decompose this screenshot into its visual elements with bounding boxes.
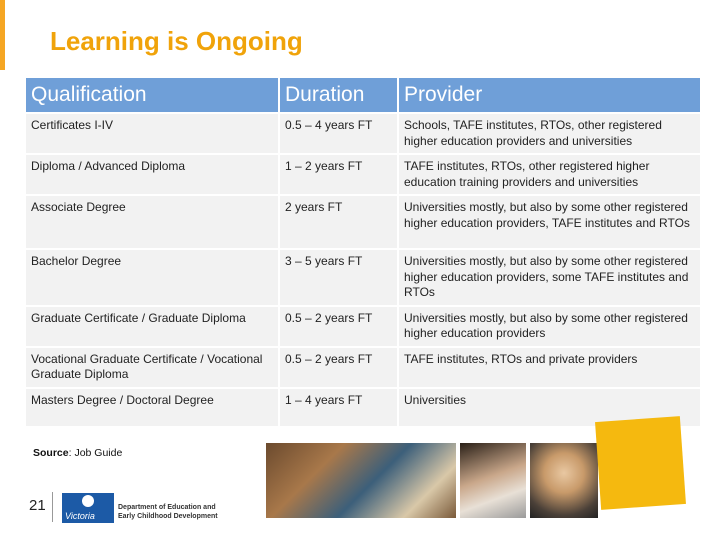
provider-cell: Universities mostly, but also by some other registered higher education providers xyxy=(399,307,700,346)
footer-divider xyxy=(52,492,53,522)
student-smiling-photo xyxy=(530,443,598,518)
qualification-cell: Graduate Certificate / Graduate Diploma xyxy=(26,307,278,346)
table-row xyxy=(26,250,700,305)
page-title: Learning is Ongoing xyxy=(50,26,303,56)
duration-cell: 1 – 2 years FT xyxy=(280,155,397,194)
duration-cell: 0.5 – 4 years FT xyxy=(280,114,397,153)
column-header-duration: Duration xyxy=(280,78,397,112)
provider-cell: TAFE institutes, RTOs and private providers xyxy=(399,348,700,387)
provider-cell: Universities mostly, but also by some other registered higher education providers, some TAFE institutes and RTOs xyxy=(399,250,700,305)
table-row xyxy=(26,389,700,426)
duration-cell: 3 – 5 years FT xyxy=(280,250,397,305)
victoria-emblem-icon xyxy=(82,495,94,507)
students-classroom-photo xyxy=(266,443,456,518)
qualification-cell: Masters Degree / Doctoral Degree xyxy=(26,389,278,426)
duration-cell: 1 – 4 years FT xyxy=(280,389,397,426)
source-text: : Job Guide xyxy=(68,447,123,459)
provider-cell: TAFE institutes, RTOs, other registered higher education training providers and universities xyxy=(399,155,700,194)
qualification-cell: Vocational Graduate Certificate / Vocational Graduate Diploma xyxy=(26,348,278,387)
column-header-qualification: Qualification xyxy=(26,78,278,112)
table-row xyxy=(26,114,700,153)
duration-cell: 2 years FT xyxy=(280,196,397,248)
victoria-logo xyxy=(62,493,114,523)
source-label: Source xyxy=(33,447,69,459)
department-name: Department of Education and Early Childhood Development xyxy=(118,504,218,520)
provider-cell: Universities mostly, but also by some other registered higher education providers, TAFE institutes and RTOs xyxy=(399,196,700,248)
qualification-cell: Bachelor Degree xyxy=(26,250,278,305)
table-row xyxy=(26,196,700,248)
table-row xyxy=(26,155,700,194)
qualifications-table xyxy=(24,76,702,428)
qualification-cell: Diploma / Advanced Diploma xyxy=(26,155,278,194)
table-header-row xyxy=(26,78,700,112)
source-note xyxy=(33,447,122,459)
page-number: 21 xyxy=(29,497,46,514)
provider-cell: Schools, TAFE institutes, RTOs, other registered higher education providers and universities xyxy=(399,114,700,153)
duration-cell: 0.5 – 2 years FT xyxy=(280,307,397,346)
photo-strip xyxy=(266,443,598,518)
qualification-cell: Certificates I-IV xyxy=(26,114,278,153)
student-laptop-photo xyxy=(460,443,526,518)
provider-cell: Universities xyxy=(399,389,700,426)
duration-cell: 0.5 – 2 years FT xyxy=(280,348,397,387)
decorative-orange-tile xyxy=(595,416,686,510)
table-row xyxy=(26,307,700,346)
table-row xyxy=(26,348,700,387)
corner-accent-bar xyxy=(0,0,5,70)
qualification-cell: Associate Degree xyxy=(26,196,278,248)
logo-wordmark: Victoria xyxy=(65,511,95,521)
column-header-provider: Provider xyxy=(399,78,700,112)
